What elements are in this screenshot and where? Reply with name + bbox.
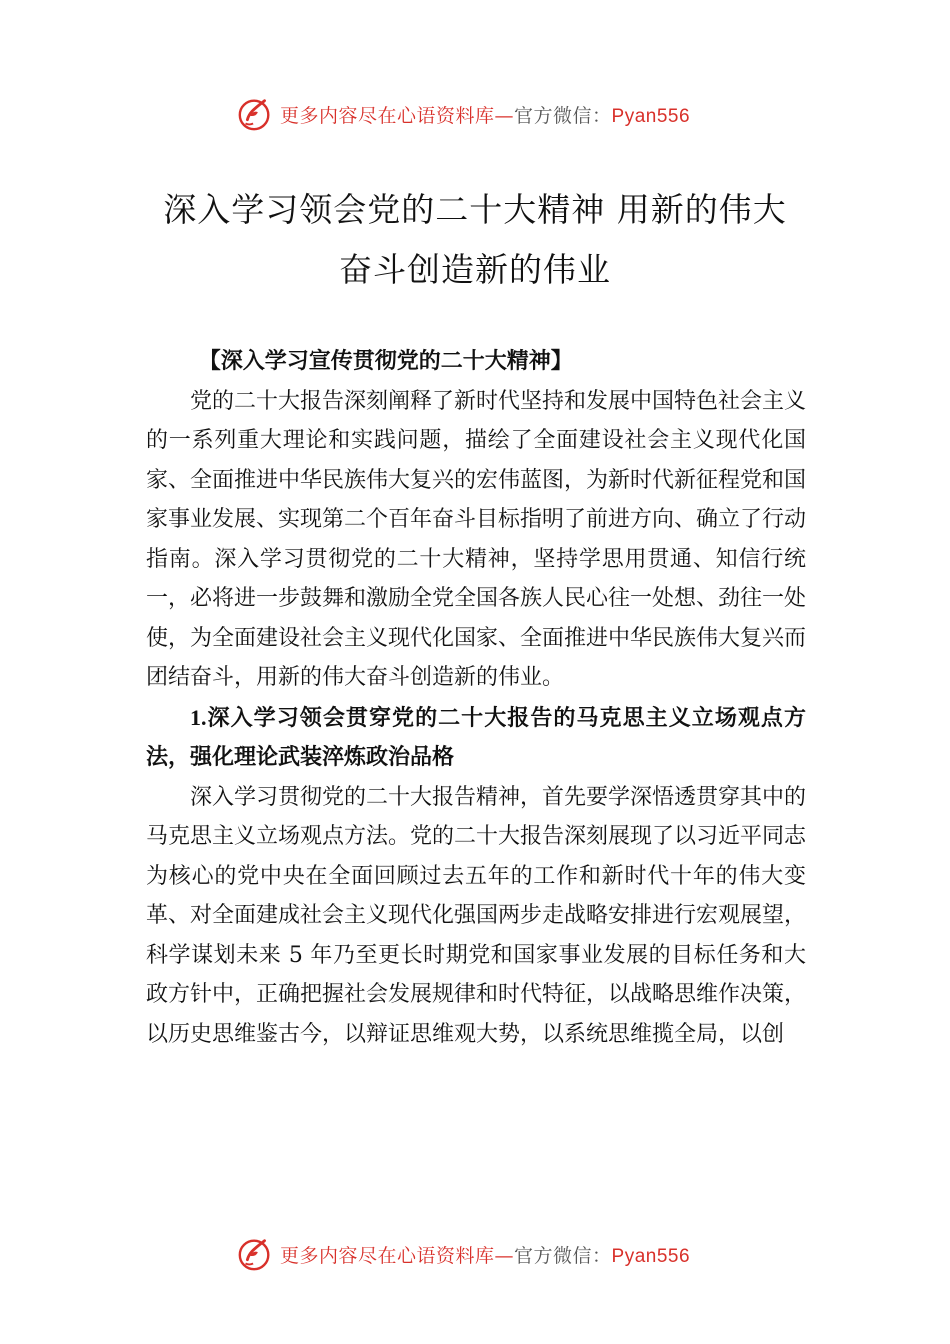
pen-heart-logo-icon: [236, 95, 274, 133]
pen-heart-logo-icon: [236, 1235, 274, 1273]
banner-wechat-label: 官方微信：: [514, 104, 612, 127]
banner-text: [280, 101, 690, 128]
document-body: [146, 342, 806, 1054]
banner-text: [280, 1241, 690, 1268]
banner-wechat-id: Pyan556: [611, 105, 691, 127]
title-line-2: 奋斗创造新的伟业: [339, 250, 611, 289]
paragraph-1: 党的二十大报告深刻阐释了新时代坚持和发展中国特色社会主义的一系列重大理论和实践问题，描绘了全面建设社会主义现代化国家、全面推进中华民族伟大复兴的宏伟蓝图，为新时代新征程党和国家事业发展、实现第二个百年奋斗目标指明了前进方向、确立了行动指南。深入学习贯彻党的二十大精神，坚持学思用贯通、知信行统一，必将进一步鼓舞和激励全党全国各族人民心往一处想、劲往一处使，为全面建设社会主义现代化国家、全面推进中华民族伟大复兴而团结奋斗，用新的伟大奋斗创造新的伟业。: [146, 388, 807, 690]
header-banner: [236, 94, 736, 134]
footer-banner: [236, 1234, 736, 1274]
banner-wechat-id: Pyan556: [611, 1245, 691, 1267]
document-title: [130, 180, 820, 300]
subheading-1-text: 深入学习领会贯穿党的二十大报告的马克思主义立场观点方法，强化理论武装淬炼政治品格: [146, 704, 806, 770]
banner-library-text: 更多内容尽在心语资料库—: [280, 104, 515, 127]
subheading-1-number: 1.: [190, 704, 207, 730]
subheading-1: [146, 698, 806, 778]
section-heading: 【深入学习宣传贯彻党的二十大精神】: [198, 348, 573, 374]
paragraph-2: 深入学习贯彻党的二十大报告精神，首先要学深悟透贯穿其中的马克思主义立场观点方法。党的二十大报告深刻展现了以习近平同志为核心的党中央在全面回顾过去五年的工作和新时代十年的伟大变革、对全面建成社会主义现代化强国两步走战略安排进行宏观展望，科学谋划未来 5 年乃至更长时期党和国家事业发展的目标任务和大政方针中，正确把握社会发展规律和时代特征，以战略思维作决策，以历史思维鉴古今，以辩证思维观大势，以系统思维揽全局，以创: [146, 784, 807, 1047]
banner-wechat-label: 官方微信：: [514, 1244, 612, 1267]
title-line-1: 深入学习领会党的二十大精神 用新的伟大: [163, 190, 787, 229]
banner-library-text: 更多内容尽在心语资料库—: [280, 1244, 515, 1267]
